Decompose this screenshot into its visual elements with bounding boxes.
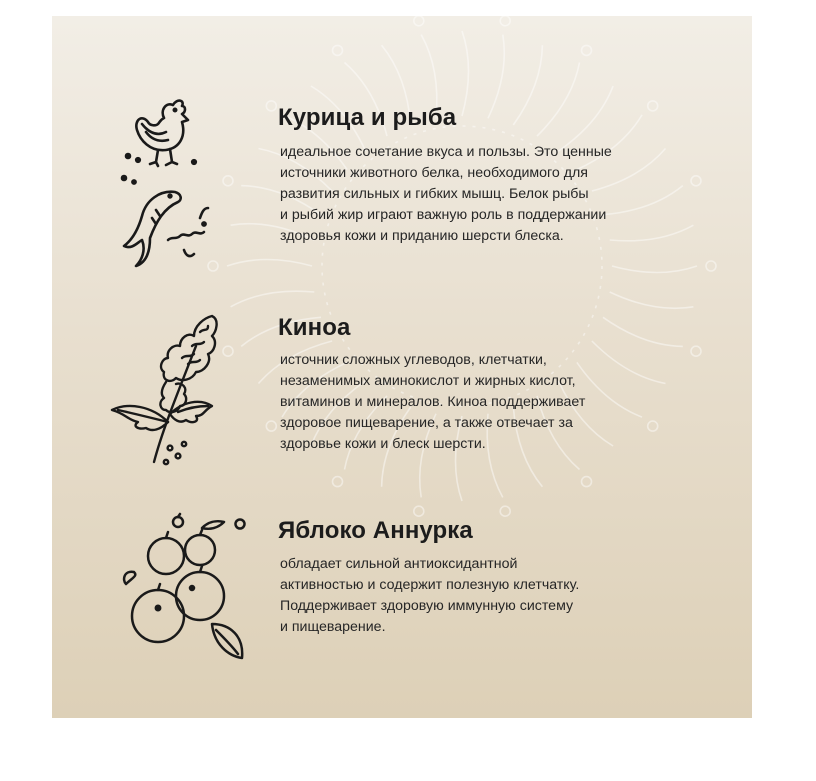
ingredient-description [280,142,612,247]
description-line: и рыбий жир играют важную роль в поддержании [280,207,607,223]
wreath-stroke [610,225,694,241]
wreath-stroke [610,292,694,308]
wreath-berry [691,176,701,186]
description-line: здоровья кожи и приданию шерсти блеска. [280,228,564,244]
wreath-berry [223,176,233,186]
wreath-stroke [462,31,469,116]
wreath-stroke [537,63,580,137]
description-line: развития сильных и гибких мышц. Белок рыбы [280,186,589,202]
wreath-berry [582,45,592,55]
wreath-berry [414,506,424,516]
description-line: незаменимых аминокислот и жирных кислот, [280,373,576,389]
wreath-berry [582,477,592,487]
ingredient-description [280,350,585,455]
wreath-berry [706,261,716,271]
description-line: обладает сильной антиоксидантной [280,556,518,572]
description-line: активностью и содержит полезную клетчатку. [280,577,580,593]
wreath-stroke [231,291,315,307]
wreath-stroke [603,186,683,215]
wreath-berry [414,16,424,26]
description-line: источники животного белка, необходимого для [280,165,588,181]
quinoa-plant-icon [108,302,228,478]
description-line: здоровое пищеварение, а также отвечает за [280,415,573,431]
wreath-berry [500,16,510,26]
wreath-berry [691,346,701,356]
description-line: идеальное сочетание вкуса и пользы. Это ценные [280,144,612,160]
wreath-berry [266,421,276,431]
wreath-stroke [592,341,666,384]
chicken-and-fish-icon [120,90,220,272]
wreath-berry [333,45,343,55]
description-line: Поддерживает здоровую иммунную систему [280,598,574,614]
description-line: здоровье кожи и блеск шерсти. [280,436,486,452]
wreath-berry [333,477,343,487]
apples-icon [118,512,258,674]
wreath-berry [500,506,510,516]
description-line: источник сложных углеводов, клетчатки, [280,352,547,368]
wreath-stroke [488,35,504,119]
description-line: и пищеварение. [280,619,386,635]
ingredient-title: Яблоко Аннурка [278,517,473,544]
ingredient-title: Киноа [278,314,351,341]
wreath-berry [648,101,658,111]
ingredients-card [52,16,752,718]
ingredient-description [280,554,579,638]
wreath-stroke [577,362,642,417]
wreath-stroke [227,260,312,267]
wreath-berry [266,101,276,111]
wreath-stroke [513,45,542,125]
wreath-stroke [612,266,697,273]
description-line: витаминов и минералов. Киноа поддерживает [280,394,586,410]
wreath-berry [648,421,658,431]
ingredient-title: Курица и рыба [278,104,457,131]
wreath-stroke [603,317,683,346]
